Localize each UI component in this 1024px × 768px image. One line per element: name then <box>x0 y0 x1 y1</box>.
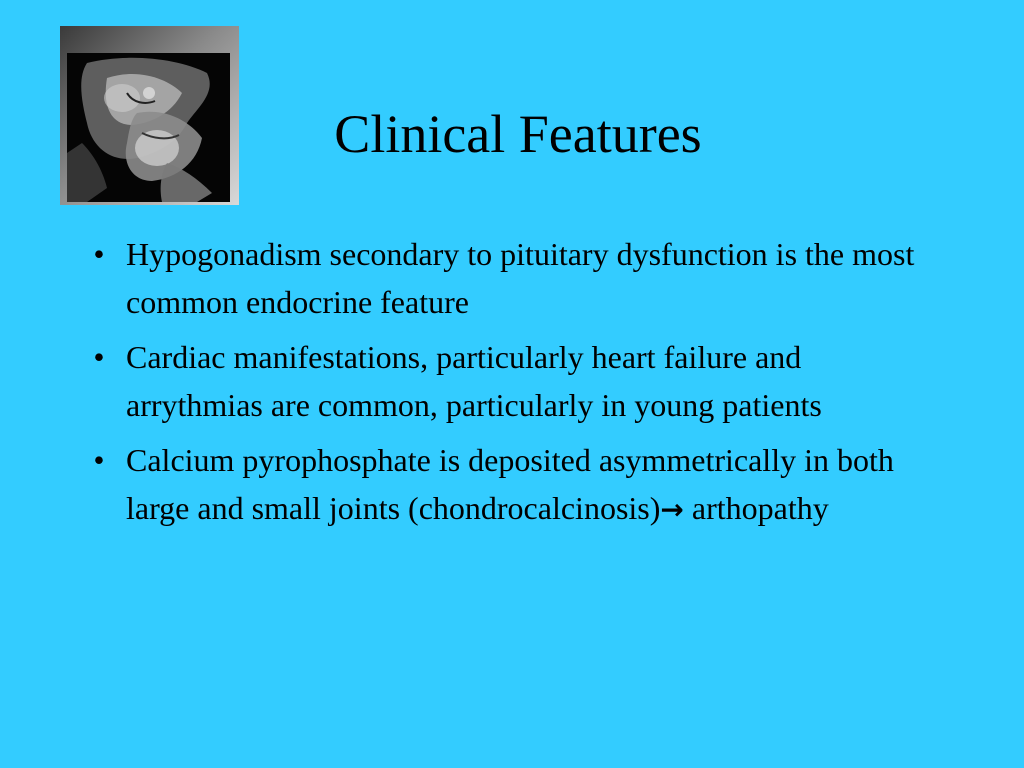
xray-image <box>60 26 239 205</box>
slide-title: Clinical Features <box>334 104 702 164</box>
right-arrow-icon: → <box>660 493 684 526</box>
bullet-text: Hypogonadism secondary to pituitary dysfunction is the most common endocrine feature <box>126 236 915 320</box>
bullet-item <box>84 436 944 534</box>
xray-bone-picture <box>67 53 230 202</box>
bullet-icon: • <box>93 442 105 478</box>
bullet-icon: • <box>93 339 105 375</box>
bullet-icon: • <box>93 236 105 272</box>
bullet-item <box>84 333 944 429</box>
bullet-text: Calcium pyrophosphate is deposited asymmetrically in both large and small joints (chondrocalcinosis) <box>126 442 894 526</box>
bullet-text-after: arthopathy <box>683 490 829 526</box>
bullet-item <box>84 230 944 326</box>
bullet-text: Cardiac manifestations, particularly heart failure and arrythmias are common, particularly in young patients <box>126 339 822 423</box>
bullet-list <box>84 230 944 541</box>
